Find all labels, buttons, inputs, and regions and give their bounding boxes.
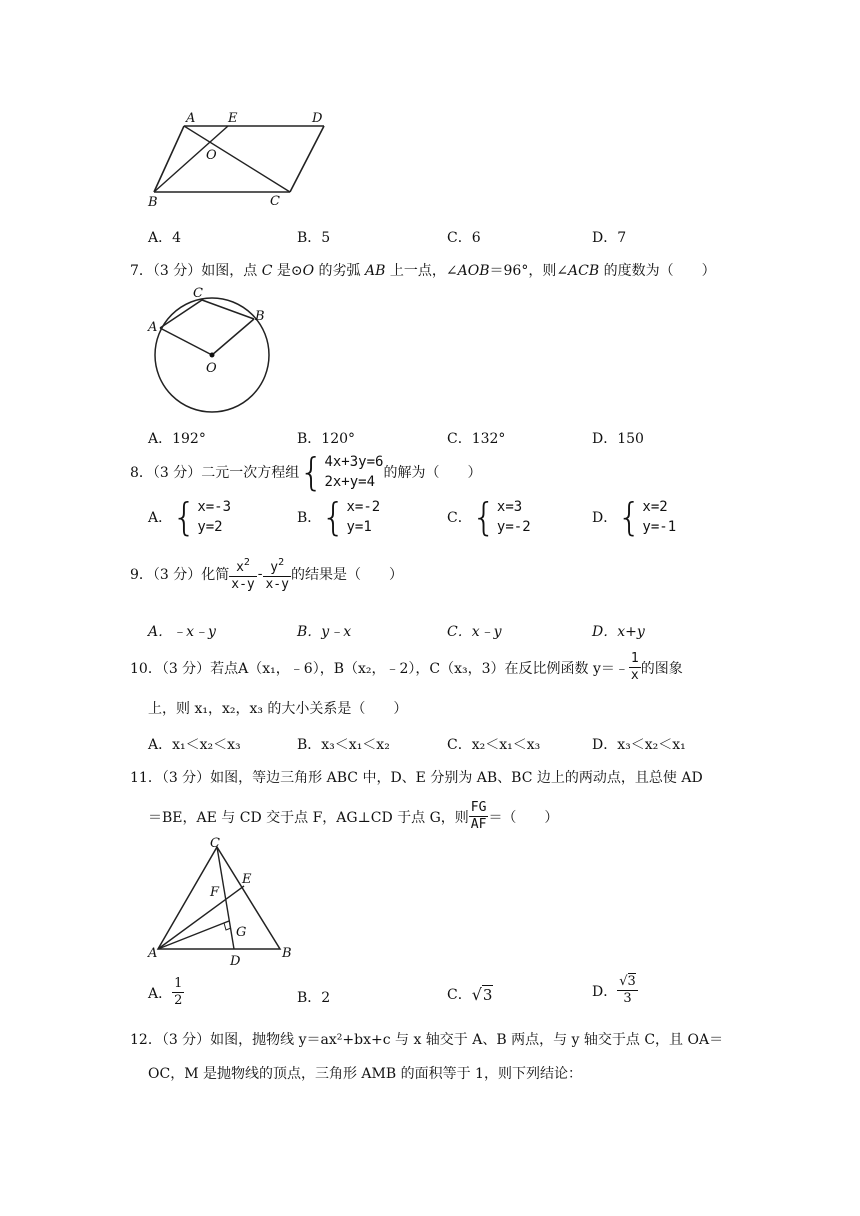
- label-B: B: [148, 195, 158, 210]
- q9-option-a: A．﹣x﹣y: [148, 624, 216, 640]
- q6-option-b: B．5: [297, 230, 331, 246]
- q8-equation-system: { 4x+3y=6 2x+y=4: [299, 450, 384, 494]
- q10-line-1: 10．（3 分）若点 A（x₁，﹣6），B（x₂，﹣2），C（x₃，3）在反比例函数 y＝﹣ $\frac{1}{x}$ 的图象: [130, 651, 683, 683]
- q12-line-1: 12．（3 分）如图，抛物线 y＝ax²+bx+c 与 x 轴交于 A、B 两点，与 y 轴交于点 C，且 OA＝: [130, 1032, 724, 1048]
- q10-fraction: $\frac{1}{x}$: [630, 651, 639, 683]
- q11-triangle-figure: [140, 836, 300, 968]
- q10-option-d: D．x₃＜x₂＜x₁: [592, 737, 686, 753]
- q11-option-b: B．2: [297, 990, 331, 1006]
- q8-stem: 8．（3 分）二元一次方程组 { 4x+3y=6 2x+y=4 的解为（ ）: [130, 450, 482, 494]
- label-C: C: [270, 194, 280, 209]
- q9-fraction-1: $\frac{x^2}{x-y}$: [231, 557, 255, 592]
- q9-option-d: D．x+y: [592, 624, 645, 640]
- label-A: A: [148, 320, 158, 335]
- q6-option-a: A．4: [148, 230, 182, 246]
- q9-option-b: B．y﹣x: [297, 624, 352, 640]
- label-B: B: [255, 309, 265, 324]
- label-F: F: [210, 885, 220, 900]
- label-O: O: [206, 361, 217, 376]
- q7-circle-figure: [140, 282, 280, 417]
- q10-option-a: A．x₁＜x₂＜x₃: [148, 737, 241, 753]
- q8-option-c: C． { x=3 y=-2: [447, 495, 531, 539]
- q8-option-b: B． { x=-2 y=1: [297, 495, 381, 539]
- q10-option-c: C．x₂＜x₁＜x₃: [447, 737, 541, 753]
- q6-parallelogram-figure: [140, 105, 340, 210]
- label-C: C: [193, 286, 203, 301]
- q9-stem: 9．（3 分）化简 $\frac{x^2}{x-y}$ - $\frac{y^2}{x-y}$ 的结果是（ ）: [130, 557, 403, 592]
- q11-option-c: C． √ 3: [447, 984, 493, 1004]
- q9-option-c: C．x﹣y: [447, 624, 502, 640]
- q11-fraction: $\frac{FG}{AF}$: [470, 800, 487, 832]
- label-D: D: [230, 954, 241, 968]
- label-D: D: [312, 111, 323, 126]
- q8-option-d: D． { x=2 y=-1: [592, 495, 677, 539]
- label-C: C: [210, 836, 220, 851]
- q10-line-2: 上，则 x₁，x₂，x₃ 的大小关系是（ ）: [148, 701, 408, 717]
- q7-stem: 7．（3 分）如图，点 C 是⊙O 的劣弧 AB 上一点，∠AOB＝96°，则∠ACB 的度数为（ ）: [130, 263, 716, 279]
- q11-line-2: ＝BE，AE 与 CD 交于点 F，AG⊥CD 于点 G，则 $\frac{FG}{AF}$ ＝（ ）: [148, 800, 559, 832]
- q7-option-c: C．132°: [447, 431, 506, 447]
- q7-option-b: B．120°: [297, 431, 356, 447]
- q6-option-d: D．7: [592, 230, 627, 246]
- label-E: E: [242, 872, 252, 887]
- q8-option-a: A． { x=-3 y=2: [148, 495, 232, 539]
- q6-option-c: C．6: [447, 230, 481, 246]
- q7-option-a: A．192°: [148, 431, 206, 447]
- label-G: G: [236, 925, 247, 940]
- q9-fraction-2: $\frac{y^2}{x-y}$: [265, 557, 289, 592]
- q12-line-2: OC，M 是抛物线的顶点，三角形 AMB 的面积等于 1，则下列结论：: [148, 1066, 582, 1082]
- q11-option-d: D． $\frac{√3}{3}$: [592, 974, 636, 1006]
- label-B: B: [282, 946, 292, 961]
- label-E: E: [228, 111, 238, 126]
- q10-option-b: B．x₃＜x₁＜x₂: [297, 737, 390, 753]
- q11-option-a: A． $\frac{1}{2}$: [148, 976, 183, 1008]
- label-O: O: [206, 148, 217, 163]
- q11-line-1: 11．（3 分）如图，等边三角形 ABC 中，D、E 分别为 AB、BC 边上的两动点，且总使 AD: [130, 770, 703, 786]
- label-A: A: [186, 111, 196, 126]
- q7-option-d: D．150: [592, 431, 644, 447]
- label-A: A: [148, 946, 158, 961]
